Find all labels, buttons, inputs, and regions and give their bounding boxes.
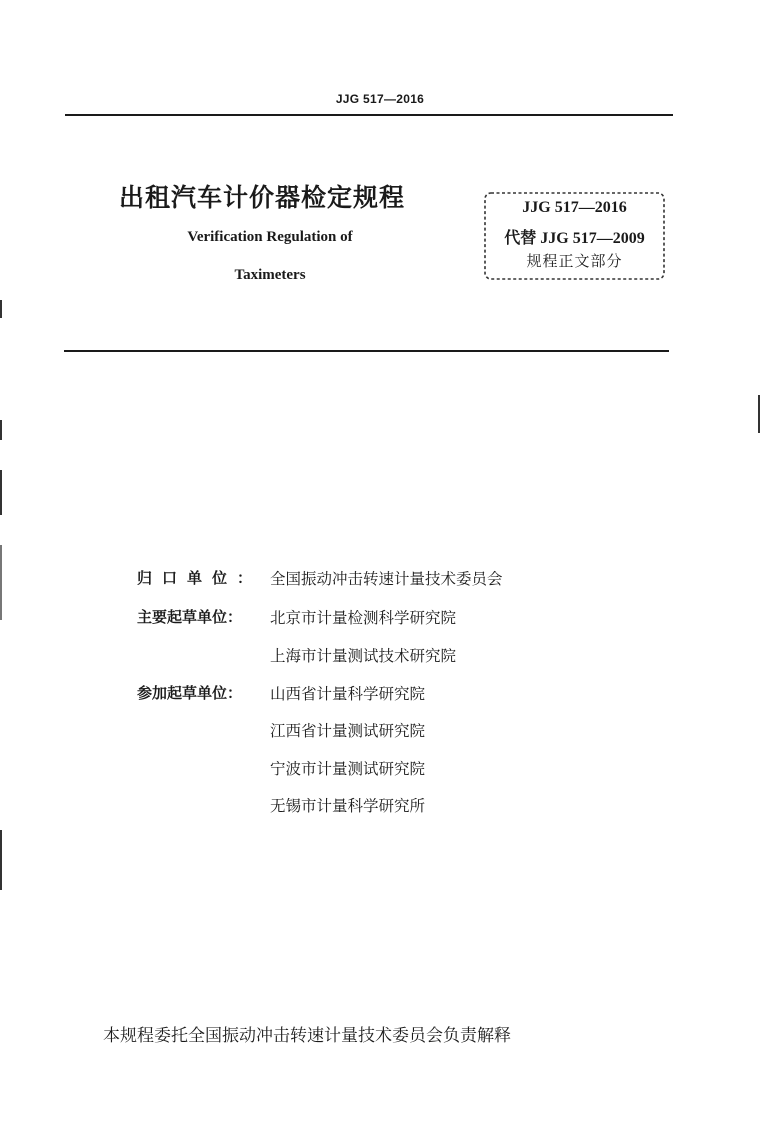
- scan-edge-mark: [0, 830, 2, 890]
- org-participating-row-1: [0, 682, 760, 712]
- org-responsible-row: [0, 567, 760, 597]
- stamp-code: JJG 517—2016: [522, 199, 627, 216]
- org-participating-row-4: [0, 794, 760, 824]
- scan-edge-mark: [0, 545, 2, 620]
- header-standard-code: JJG 517—2016: [335, 92, 425, 106]
- org-main-label: 主要起草单位：: [137, 608, 243, 626]
- footer-interpretation-note: 本规程委托全国振动冲击转速计量技术委员会负责解释: [103, 1026, 511, 1046]
- title-english-line2: Taximeters: [234, 267, 306, 283]
- org-participating-label: 参加起草单位：: [137, 684, 243, 702]
- scan-edge-mark: [0, 470, 2, 515]
- org-participating-value-3: 宁波市计量测试研究院: [270, 760, 426, 778]
- title-english-line1: Verification Regulation of: [187, 229, 353, 245]
- org-participating-row-2: [0, 719, 760, 749]
- header-rule: [65, 114, 673, 116]
- title-chinese: 出租汽车计价器检定规程: [119, 183, 406, 212]
- org-main-value-2: 上海市计量测试技术研究院: [270, 647, 457, 665]
- scan-edge-mark: [0, 420, 2, 440]
- standard-stamp-box: [483, 190, 666, 282]
- org-participating-value-4: 无锡市计量科学研究所: [270, 797, 426, 815]
- org-participating-value-1: 山西省计量科学研究院: [270, 685, 426, 703]
- org-responsible-value: 全国振动冲击转速计量技术委员会: [270, 570, 503, 588]
- org-participating-value-2: 江西省计量测试研究院: [270, 722, 426, 740]
- org-main-row-2: [0, 644, 760, 674]
- section-rule: [64, 350, 669, 352]
- stamp-section: 规程正文部分: [526, 252, 623, 270]
- org-main-row-1: [0, 606, 760, 636]
- scan-edge-mark: [0, 300, 2, 318]
- stamp-replaces: 代替 JJG 517—2009: [504, 230, 645, 247]
- org-responsible-label: 归口单位：: [137, 569, 263, 587]
- org-main-value-1: 北京市计量检测科学研究院: [270, 609, 457, 627]
- org-participating-row-3: [0, 757, 760, 787]
